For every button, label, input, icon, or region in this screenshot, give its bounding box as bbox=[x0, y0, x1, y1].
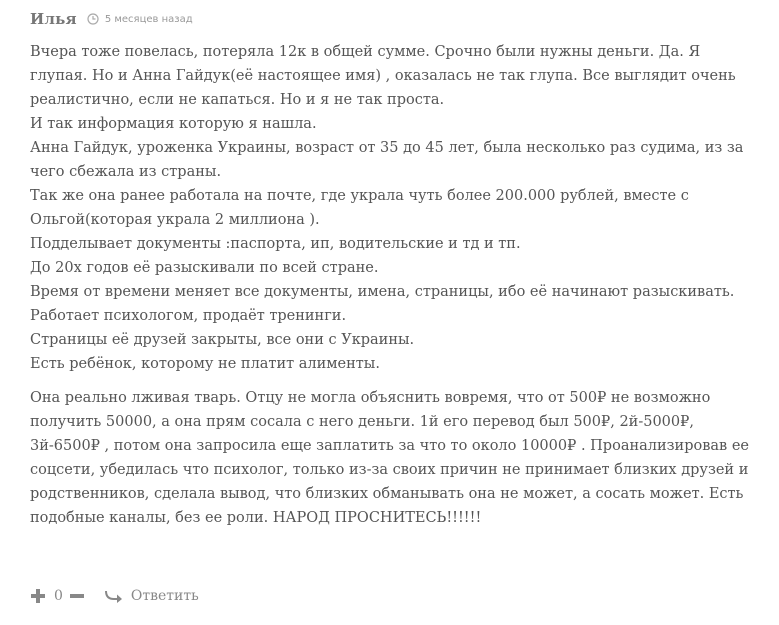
comment-meta bbox=[30, 8, 750, 30]
comment-line: Страницы её друзей закрыты, все они с Украины. bbox=[30, 332, 415, 348]
comment-time-text: 5 месяцев назад bbox=[104, 13, 193, 25]
comment-line: Так же она ранее работала на почте, где украла чуть более 200.000 рублей, вместе с Ольгой(которая украла 2 миллиона ). bbox=[30, 188, 689, 228]
minus-icon[interactable] bbox=[69, 588, 85, 604]
comment-body bbox=[30, 40, 750, 530]
comment-author[interactable]: Илья bbox=[30, 10, 77, 28]
reply-button[interactable] bbox=[105, 588, 199, 604]
comment-line: Она реально лживая тварь. Отцу не могла объяснить вовремя, что от 500₽ не возможно получить 50000, а она прям сосала с него деньги. 1й его перевод был 500₽, 2й-5000₽, 3й-6500₽ , потом она запросила еще заплатить за что то около 10000₽ . Проанализировав ее соцсети, убедилась что психолог, только из-за своих причин не принимает близких друзей и родственников, сделала вывод, что близких обманывать она не может, а сосать может. Есть подобные каналы, без ее роли. НАРОД ПРОСНИТЕСЬ!!!!!! bbox=[30, 390, 749, 526]
comment bbox=[30, 8, 750, 530]
comment-paragraph bbox=[30, 386, 750, 530]
reply-arrow-icon bbox=[105, 589, 123, 603]
comment-line: Вчера тоже повелась, потеряла 12к в общей сумме. Срочно были нужны деньги. Да. Я глупая. Но и Анна Гайдук(её настоящее имя) , оказалась не так глупа. Все выглядит очень реалистично, если не капаться. Но и я не так проста. bbox=[30, 44, 736, 108]
comment-time[interactable] bbox=[87, 13, 193, 25]
comment-line: Работает психологом, продаёт тренинги. bbox=[30, 308, 347, 324]
comment-line: Анна Гайдук, уроженка Украины, возраст от 35 до 45 лет, была несколько раз судима, из за чего сбежала из страны. bbox=[30, 140, 744, 180]
comment-actions bbox=[30, 585, 199, 607]
vote-count: 0 bbox=[54, 588, 63, 604]
comment-line: До 20х годов её разыскивали по всей стране. bbox=[30, 260, 379, 276]
comment-line: Подделывает документы :паспорта, ип, водительские и тд и тп. bbox=[30, 236, 521, 252]
reply-label: Ответить bbox=[130, 588, 199, 604]
comment-line: Есть ребёнок, которому не платит алименты. bbox=[30, 356, 380, 372]
comment-line: Время от времени меняет все документы, имена, страницы, ибо её начинают разыскивать. bbox=[30, 284, 735, 300]
comment-line: И так информация которую я нашла. bbox=[30, 116, 317, 132]
comment-paragraph bbox=[30, 40, 750, 376]
plus-icon[interactable] bbox=[30, 588, 46, 604]
clock-icon bbox=[87, 13, 99, 25]
